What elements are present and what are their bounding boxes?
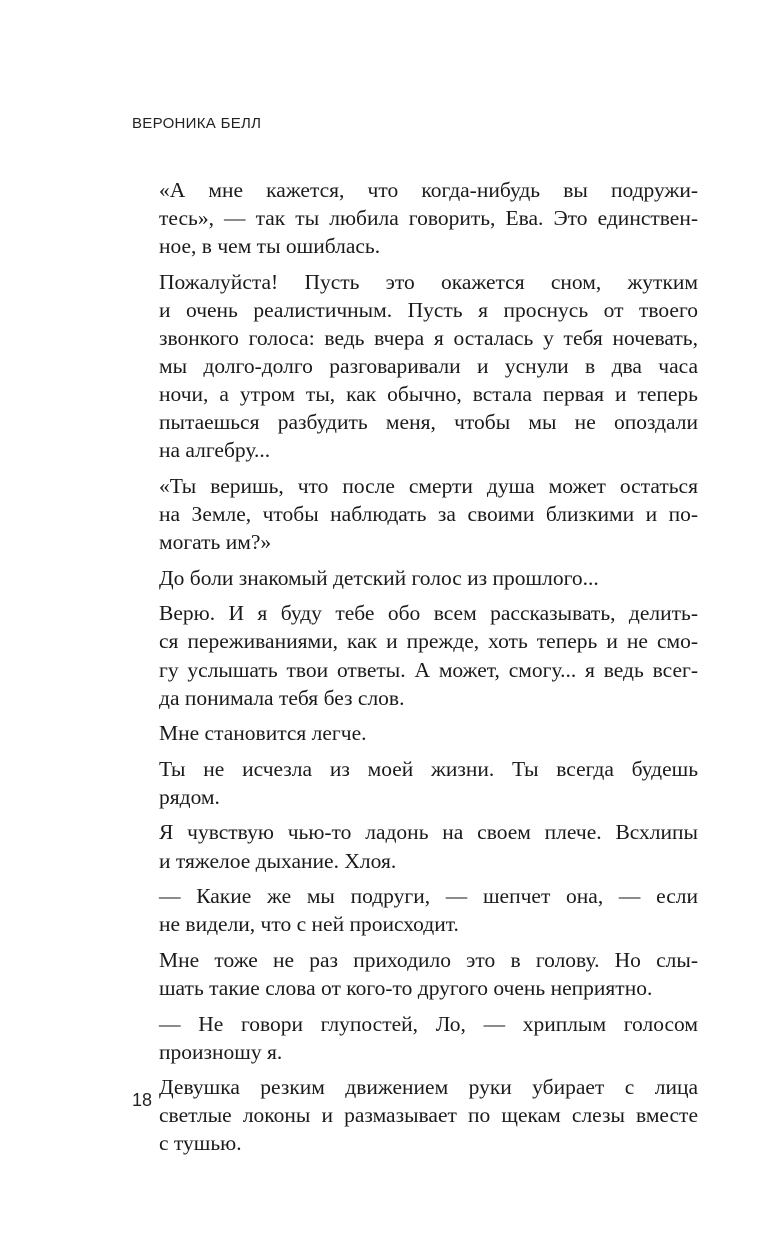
text-line: Пожалуйста! Пусть это окажется сном, жутким [159, 269, 698, 294]
text-line: на Земле, чтобы наблюдать за своими близкими и по- [159, 502, 698, 527]
paragraph [132, 268, 698, 465]
text-line: ное, в чем ты ошиблась. [159, 234, 381, 259]
text-line: шать такие слова от кого-то другого очень неприятно. [159, 975, 653, 1000]
paragraph [132, 599, 698, 711]
text-line: «А мне кажется, что когда-нибудь вы подружи- [159, 178, 698, 202]
text-line: Верю. И я буду тебе обо всем рассказывать, делить- [159, 601, 698, 626]
paragraph [132, 1010, 698, 1066]
text-line: — Не говори глупостей, Ло, — хриплым голосом [159, 1011, 698, 1036]
text-line: гу услышать твои ответы. А может, смогу... я ведь всег- [159, 657, 698, 682]
text-line: ночи, а утром ты, как обычно, встала первая и теперь [159, 382, 698, 407]
text-line: могать им?» [159, 530, 272, 555]
text-line: с тушью. [159, 1131, 242, 1156]
body-text [132, 176, 698, 1165]
paragraph [132, 882, 698, 938]
paragraph [132, 564, 698, 592]
page-number: 18 [132, 1090, 153, 1110]
text-line: — Какие же мы подруги, — шепчет она, — если [159, 884, 698, 909]
text-line: Девушка резким движением руки убирает с лица [159, 1075, 698, 1100]
text-line: светлые локоны и размазывает по щекам слезы вместе [159, 1103, 698, 1128]
text-line: Мне становится легче. [159, 721, 367, 746]
text-line: Ты не исчезла из моей жизни. Ты всегда будешь [159, 756, 698, 781]
text-line: да понимала тебя без слов. [159, 685, 405, 710]
running-header-author: ВЕРОНИКА БЕЛЛ [132, 115, 262, 132]
paragraph [132, 1073, 698, 1157]
text-line: и тяжелое дыхание. Хлоя. [159, 848, 397, 873]
paragraph [132, 946, 698, 1002]
text-line: Мне тоже не раз приходило это в голову. Но слы- [159, 947, 698, 972]
text-line: и очень реалистичным. Пусть я проснусь от твоего [159, 297, 698, 322]
text-line: звонкого голоса: ведь вчера я осталась у тебя ночевать, [159, 325, 698, 350]
text-line: произношу я. [159, 1039, 283, 1064]
text-line: Я чувствую чью-то ладонь на своем плече. Всхлипы [159, 820, 698, 845]
text-line: не видели, что с ней происходит. [159, 912, 459, 937]
paragraph [132, 719, 698, 747]
text-line: мы долго-долго разговаривали и уснули в два часа [159, 354, 698, 379]
text-line: ся переживаниями, как и прежде, хоть теперь и не смо- [159, 629, 698, 654]
text-line: До боли знакомый детский голос из прошлого... [159, 565, 599, 590]
text-line: тесь», — так ты любила говорить, Ева. Это единствен- [159, 206, 698, 231]
paragraph [132, 472, 698, 556]
text-line: пытаешься разбудить меня, чтобы мы не опоздали [159, 410, 698, 435]
paragraph [132, 755, 698, 811]
paragraph [132, 818, 698, 874]
paragraph [132, 176, 698, 260]
text-line: «Ты веришь, что после смерти душа может остаться [159, 473, 698, 498]
text-line: на алгебру... [159, 438, 271, 463]
text-line: рядом. [159, 784, 220, 809]
